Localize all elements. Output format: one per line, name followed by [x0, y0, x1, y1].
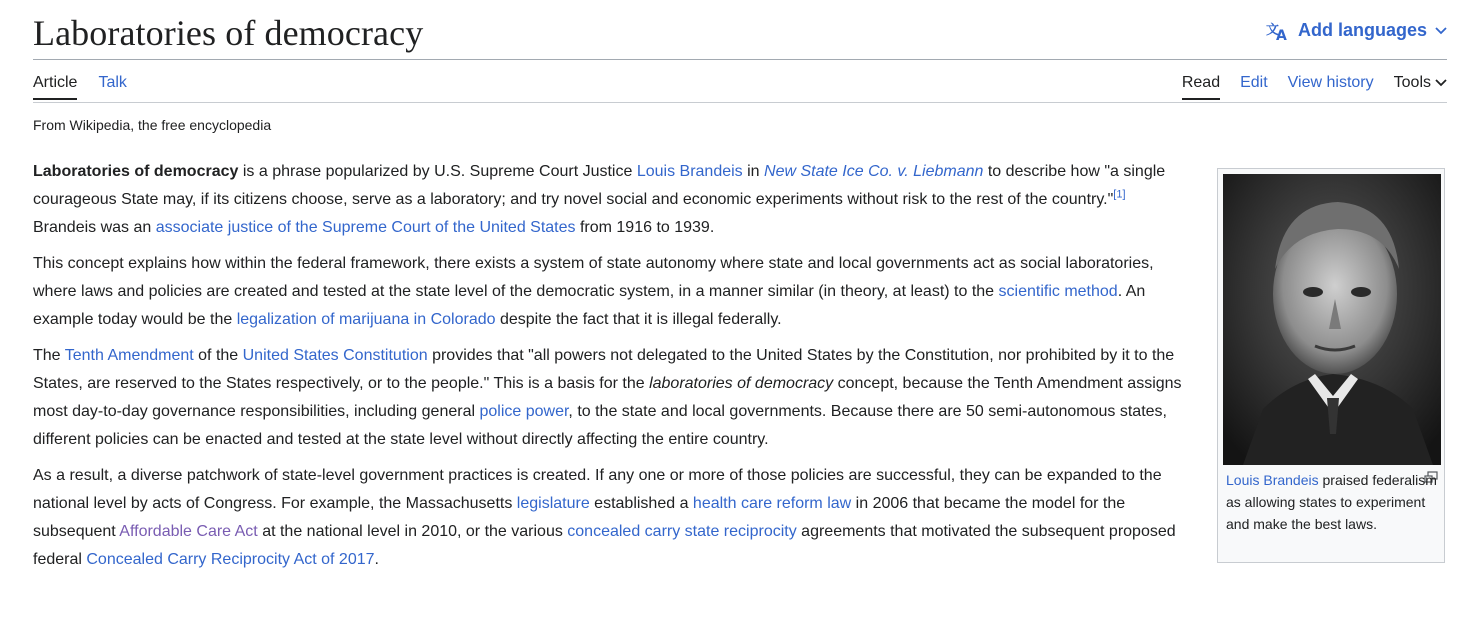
- tab-read[interactable]: Read: [1182, 74, 1220, 100]
- namespace-tabs: [33, 74, 127, 100]
- site-tagline: From Wikipedia, the free encyclopedia: [33, 117, 272, 133]
- link-marijuana-colorado[interactable]: legalization of marijuana in Colorado: [236, 311, 496, 328]
- link-police-power[interactable]: police power: [479, 403, 569, 420]
- page-title: Laboratories of democracy: [33, 13, 424, 53]
- svg-text:文: 文: [1265, 22, 1279, 38]
- tab-view-history[interactable]: View history: [1287, 74, 1374, 91]
- thumbnail-figure: [1217, 168, 1445, 563]
- link-legislature[interactable]: legislature: [516, 495, 590, 512]
- tab-article[interactable]: Article: [33, 74, 77, 100]
- link-concealed-carry-act-2017[interactable]: Concealed Carry Reciprocity Act of 2017: [86, 551, 375, 568]
- link-associate-justice[interactable]: associate justice of the Supreme Court of the United States: [155, 219, 576, 236]
- link-tenth-amendment[interactable]: Tenth Amendment: [64, 347, 194, 364]
- link-us-constitution[interactable]: United States Constitution: [242, 347, 428, 364]
- tools-label: Tools: [1393, 74, 1431, 91]
- link-louis-brandeis[interactable]: Louis Brandeis: [636, 163, 743, 180]
- chevron-down-icon: [1435, 27, 1447, 35]
- reference-1[interactable]: [1]: [1113, 188, 1126, 201]
- article-body: [33, 158, 1193, 582]
- article-subject: Laboratories of democracy: [33, 163, 239, 180]
- paragraph-intro: Laboratories of democracy is a phrase popularized by U.S. Supreme Court Justice Louis Brandeis in New State Ice Co. v. Liebmann to describe how "a single courageous State may, if its citizens choose, serve as a laboratory; and try novel social and economic experiments without risk to the rest of the country."[1] Brandeis was an associate justice of the Supreme Court of the United States from 1916 to 1939.: [33, 163, 1166, 236]
- chevron-down-icon: [1435, 79, 1447, 87]
- link-concealed-carry-reciprocity[interactable]: concealed carry state reciprocity: [567, 523, 797, 540]
- tabs-divider: [33, 102, 1447, 103]
- link-health-care-reform[interactable]: health care reform law: [692, 495, 852, 512]
- tools-dropdown[interactable]: [1394, 74, 1447, 100]
- link-new-state-ice[interactable]: New State Ice Co. v. Liebmann: [764, 163, 984, 180]
- svg-text:A: A: [1275, 27, 1287, 41]
- add-languages-button[interactable]: [1266, 20, 1447, 41]
- translate-icon: [1266, 21, 1290, 41]
- tab-edit[interactable]: Edit: [1240, 74, 1268, 91]
- portrait-photo[interactable]: [1223, 174, 1441, 465]
- link-affordable-care-act[interactable]: Affordable Care Act: [119, 523, 258, 540]
- paragraph-tenth-amendment: The Tenth Amendment of the United States Constitution provides that "all powers not delegated to the United States by the Constitution, nor prohibited by it to the States, are reserved to the States respectively, or to the people." This is a basis for the laboratories of democracy concept, because the Tenth Amendment assigns most day-to-day governance responsibilities, including general police power, to the state and local governments. Because there are 50 semi-autonomous states, different policies can be enacted and tested at the state level without directly affecting the entire country.: [33, 347, 1182, 448]
- link-scientific-method[interactable]: scientific method: [998, 283, 1118, 300]
- figure-caption: Louis Brandeis praised federalism as allowing states to experiment and make the best laws.: [1226, 472, 1437, 532]
- view-tabs: [1182, 74, 1447, 100]
- paragraph-patchwork: As a result, a diverse patchwork of state-level government practices is created. If any one or more of those policies are successful, they can be expanded to the national level by acts of Congress. For example, the Massachusetts legislature established a health care reform law in 2006 that became the model for the subsequent Affordable Care Act at the national level in 2010, or the various concealed carry state reciprocity agreements that motivated the subsequent proposed federal Concealed Carry Reciprocity Act of 2017.: [33, 467, 1176, 568]
- tab-talk[interactable]: Talk: [98, 74, 127, 91]
- add-languages-label: Add languages: [1297, 20, 1427, 40]
- title-divider: [33, 59, 1447, 60]
- paragraph-concept: This concept explains how within the federal framework, there exists a system of state autonomy where state and local governments act as social laboratories, where laws and policies are created and tested at the state level of the democratic system, in a manner similar (in theory, at least) to the scientific method. An example today would be the legalization of marijuana in Colorado despite the fact that it is illegal federally.: [33, 255, 1154, 328]
- caption-link-louis-brandeis[interactable]: Louis Brandeis: [1226, 472, 1319, 488]
